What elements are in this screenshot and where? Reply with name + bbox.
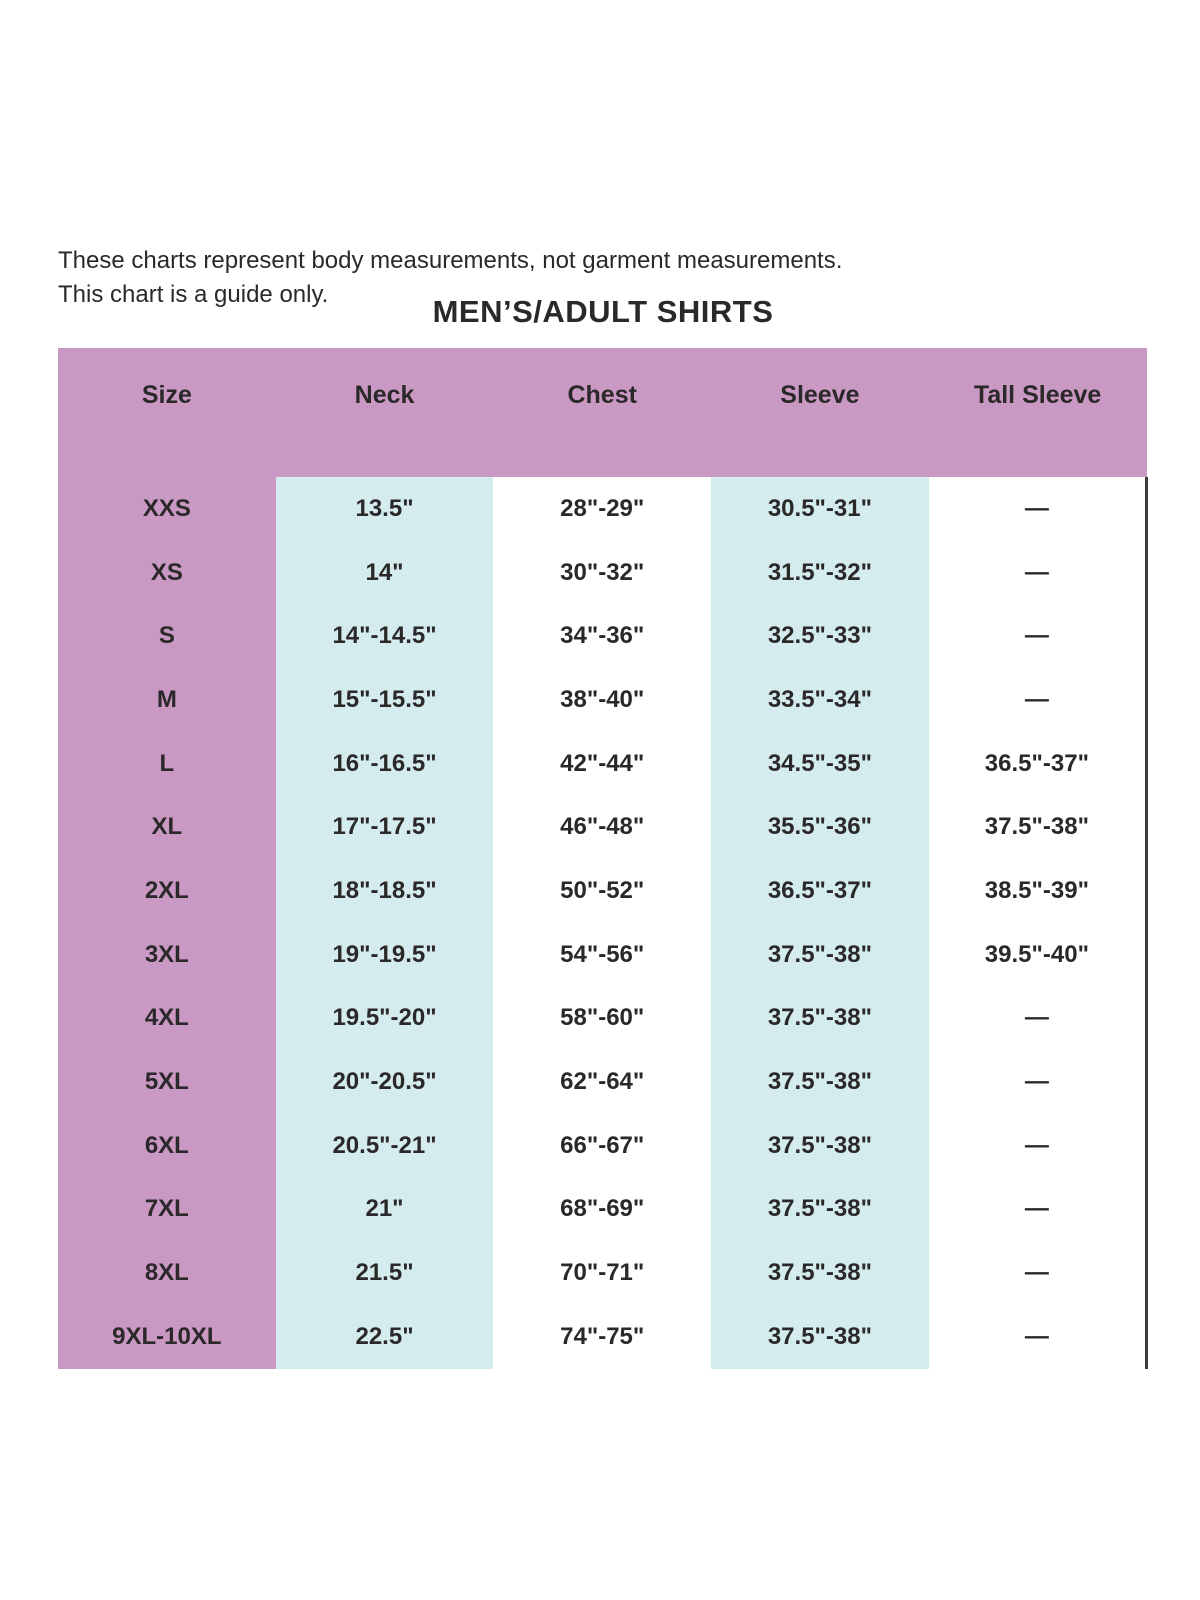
cell-tall-sleeve: — [929,668,1147,732]
cell-sleeve: 37.5"-38" [711,1114,929,1178]
row-s [58,604,1147,668]
column-header-size: Size [58,348,276,477]
cell-tall-sleeve: — [929,477,1147,541]
cell-tall-sleeve: 39.5"-40" [929,923,1147,987]
cell-sleeve: 37.5"-38" [711,1178,929,1242]
cell-tall-sleeve: — [929,541,1147,605]
cell-size: 3XL [58,923,276,987]
cell-chest: 68"-69" [493,1178,711,1242]
cell-sleeve: 37.5"-38" [711,1050,929,1114]
cell-size: M [58,668,276,732]
cell-size: XL [58,795,276,859]
header-row [58,348,1147,477]
cell-chest: 34"-36" [493,604,711,668]
row-3xl [58,923,1147,987]
row-8xl [58,1241,1147,1305]
column-header-chest: Chest [493,348,711,477]
cell-neck: 14"-14.5" [276,604,494,668]
cell-neck: 20.5"-21" [276,1114,494,1178]
row-5xl [58,1050,1147,1114]
cell-chest: 50"-52" [493,859,711,923]
size-chart-header [58,348,1147,477]
cell-size: 8XL [58,1241,276,1305]
cell-neck: 18"-18.5" [276,859,494,923]
cell-chest: 54"-56" [493,923,711,987]
row-xxs [58,477,1147,541]
cell-size: 7XL [58,1178,276,1242]
cell-tall-sleeve: — [929,987,1147,1051]
cell-chest: 58"-60" [493,987,711,1051]
cell-chest: 70"-71" [493,1241,711,1305]
cell-chest: 66"-67" [493,1114,711,1178]
cell-neck: 13.5" [276,477,494,541]
cell-chest: 74"-75" [493,1305,711,1369]
cell-tall-sleeve: — [929,604,1147,668]
cell-chest: 30"-32" [493,541,711,605]
cell-neck: 17"-17.5" [276,795,494,859]
cell-sleeve: 31.5"-32" [711,541,929,605]
page-title: MEN’S/ADULT SHIRTS [432,294,774,329]
cell-chest: 28"-29" [493,477,711,541]
cell-sleeve: 34.5"-35" [711,732,929,796]
cell-size: 9XL-10XL [58,1305,276,1369]
column-header-sleeve: Sleeve [711,348,929,477]
cell-size: 6XL [58,1114,276,1178]
cell-size: 4XL [58,987,276,1051]
cell-size: XS [58,541,276,605]
row-xs [58,541,1147,605]
row-xl [58,795,1147,859]
row-l [58,732,1147,796]
cell-tall-sleeve: — [929,1178,1147,1242]
cell-tall-sleeve: 38.5"-39" [929,859,1147,923]
cell-neck: 15"-15.5" [276,668,494,732]
cell-neck: 19.5"-20" [276,987,494,1051]
cell-chest: 46"-48" [493,795,711,859]
row-9xl-10xl [58,1305,1147,1369]
cell-size: XXS [58,477,276,541]
cell-tall-sleeve: — [929,1241,1147,1305]
cell-chest: 62"-64" [493,1050,711,1114]
cell-sleeve: 35.5"-36" [711,795,929,859]
size-chart-table [58,348,1148,1369]
cell-neck: 16"-16.5" [276,732,494,796]
measurement-note-line-2: This chart is a guide only. [58,281,329,308]
cell-sleeve: 30.5"-31" [711,477,929,541]
column-header-neck: Neck [276,348,494,477]
cell-sleeve: 37.5"-38" [711,1241,929,1305]
row-7xl [58,1178,1147,1242]
cell-tall-sleeve: — [929,1114,1147,1178]
cell-sleeve: 32.5"-33" [711,604,929,668]
cell-sleeve: 37.5"-38" [711,923,929,987]
cell-tall-sleeve: — [929,1305,1147,1369]
size-chart-body [58,477,1147,1369]
row-m [58,668,1147,732]
measurement-note-line-1: These charts represent body measurements, not garment measurements. [58,247,843,274]
cell-size: S [58,604,276,668]
row-6xl [58,1114,1147,1178]
cell-neck: 22.5" [276,1305,494,1369]
column-header-tall-sleeve: Tall Sleeve [929,348,1147,477]
cell-size: L [58,732,276,796]
cell-neck: 19"-19.5" [276,923,494,987]
cell-size: 2XL [58,859,276,923]
cell-sleeve: 36.5"-37" [711,859,929,923]
cell-sleeve: 37.5"-38" [711,1305,929,1369]
cell-size: 5XL [58,1050,276,1114]
cell-sleeve: 33.5"-34" [711,668,929,732]
cell-neck: 21.5" [276,1241,494,1305]
cell-tall-sleeve: — [929,1050,1147,1114]
cell-chest: 42"-44" [493,732,711,796]
cell-sleeve: 37.5"-38" [711,987,929,1051]
cell-tall-sleeve: 36.5"-37" [929,732,1147,796]
cell-neck: 20"-20.5" [276,1050,494,1114]
cell-chest: 38"-40" [493,668,711,732]
cell-neck: 14" [276,541,494,605]
row-2xl [58,859,1147,923]
cell-tall-sleeve: 37.5"-38" [929,795,1147,859]
row-4xl [58,987,1147,1051]
cell-neck: 21" [276,1178,494,1242]
